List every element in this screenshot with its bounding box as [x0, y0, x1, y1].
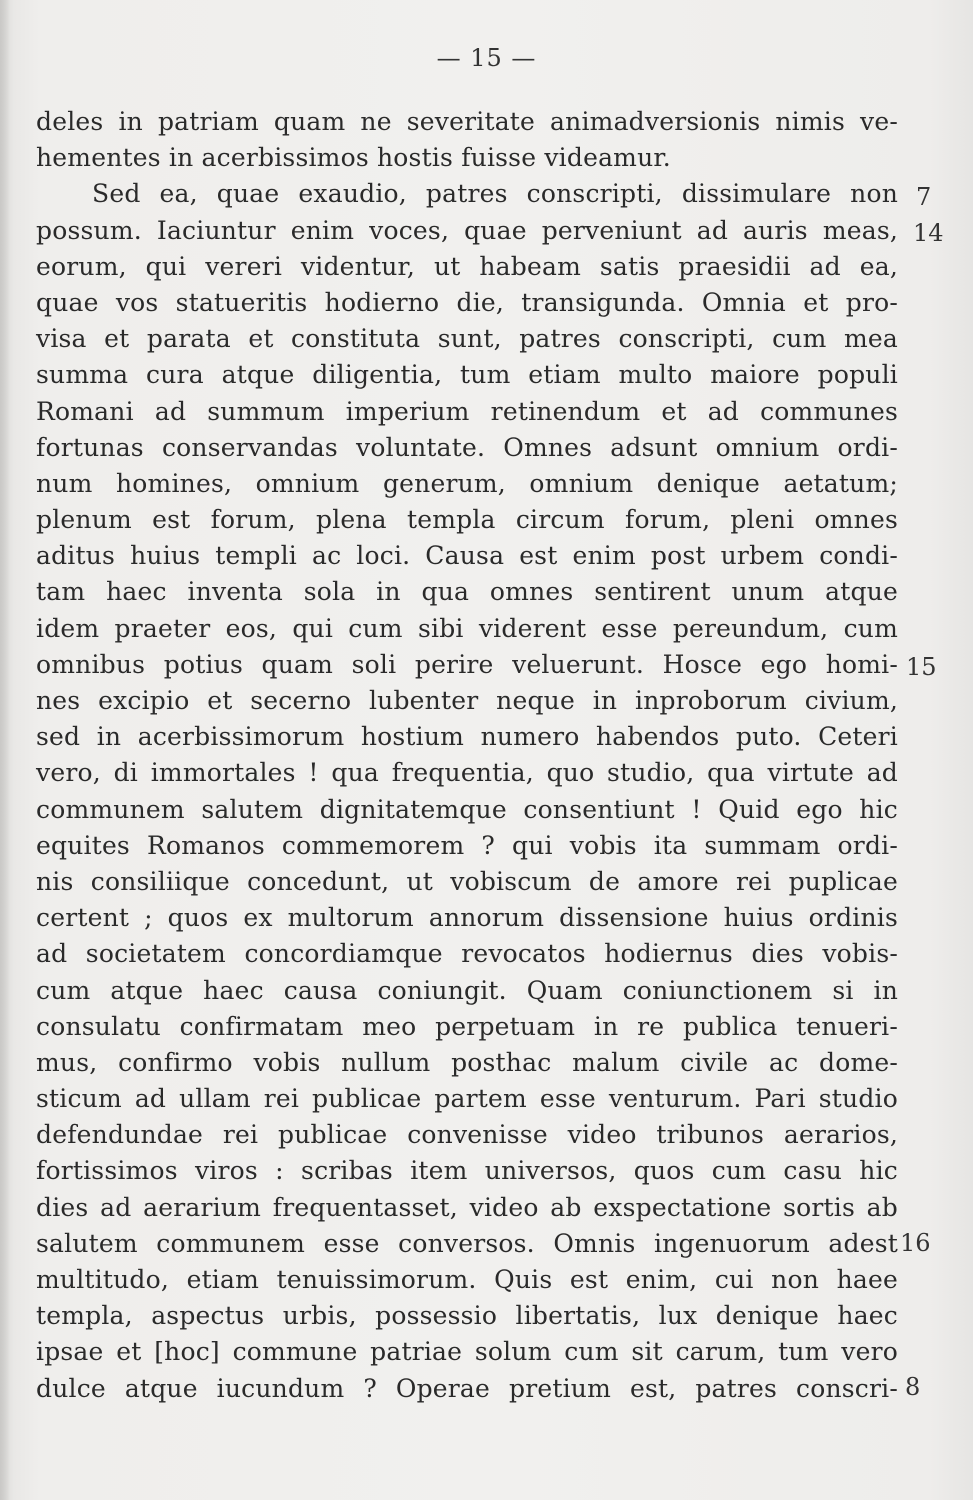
margin-section-number: 8	[905, 1373, 921, 1401]
page-header: — 15 —	[436, 44, 537, 72]
margin-section-number: 7	[916, 183, 932, 211]
text-line: certent ; quos ex multorum annorum dissensione huius ordinis	[36, 903, 898, 933]
text-line: multitudo, etiam tenuissimorum. Quis est enim, cui non haee	[36, 1265, 898, 1294]
text-line: ad societatem concordiamque revocatos hodiernus dies vobis-	[36, 939, 898, 969]
text-line: dulce atque iucundum ? Operae pretium est, patres conscri-	[36, 1373, 898, 1403]
text-line: tam haec inventa sola in qua omnes sentirent unum atque	[36, 577, 898, 607]
text-line: omnibus potius quam soli perire veluerunt. Hosce ego homi-	[36, 649, 898, 679]
text-line: fortunas conservandas voluntate. Omnes adsunt omnium ordi-	[36, 432, 898, 462]
page-gutter	[0, 0, 10, 1500]
text-line: summa cura atque diligentia, tum etiam multo maiore populi	[36, 360, 898, 390]
text-line: sticum ad ullam rei publicae partem esse venturum. Pari studio	[36, 1084, 898, 1114]
text-line: idem praeter eos, qui cum sibi viderent esse pereundum, cum	[36, 613, 898, 643]
text-line: Romani ad summum imperium retinendum et ad communes	[36, 396, 898, 426]
text-line: visa et parata et constituta sunt, patres conscripti, cum mea	[36, 324, 898, 354]
text-line: cum atque haec causa coniungit. Quam coniunctionem si in	[36, 975, 898, 1005]
text-line: communem salutem dignitatemque consentiunt ! Quid ego hic	[36, 794, 898, 824]
text-line: sed in acerbissimorum hostium numero habendos puto. Ceteri	[36, 722, 898, 752]
text-line: templa, aspectus urbis, possessio libertatis, lux denique haec	[36, 1301, 898, 1331]
text-line: nes excipio et secerno lubenter neque in inproborum civium,	[36, 686, 898, 715]
text-line: consulatu confirmatam meo perpetuam in re publica tenueri-	[36, 1011, 898, 1041]
text-line: mus, confirmo vobis nullum posthac malum civile ac dome-	[36, 1047, 898, 1077]
text-line: aditus huius templi ac loci. Causa est enim post urbem condi-	[36, 541, 898, 571]
text-line: num homines, omnium generum, omnium denique aetatum;	[36, 468, 898, 498]
text-line: defendundae rei publicae convenisse video tribunos aerarios,	[36, 1120, 898, 1150]
text-line: equites Romanos commemorem ? qui vobis ita summam ordi-	[36, 830, 898, 860]
text-line: hementes in acerbissimos hostis fuisse videamur.	[36, 143, 671, 173]
text-line: possum. Iaciuntur enim voces, quae perveniunt ad auris meas,	[36, 215, 898, 245]
text-line: dies ad aerarium frequentasset, video ab exspectatione sortis ab	[36, 1192, 898, 1222]
text-line: plenum est forum, plena templa circum forum, pleni omnes	[36, 505, 898, 535]
text-line: fortissimos viros : scribas item universos, quos cum casu hic	[36, 1156, 898, 1186]
text-line: nis consiliique concedunt, ut vobiscum de amore rei puplicae	[36, 866, 898, 896]
text-line: ipsae et [hoc] commune patriae solum cum sit carum, tum vero	[36, 1337, 898, 1367]
text-line: eorum, qui vereri videntur, ut habeam satis praesidii ad ea,	[36, 251, 898, 281]
margin-section-number: 16	[900, 1229, 931, 1257]
body-text	[36, 104, 898, 1407]
text-line: Sed ea, quae exaudio, patres conscripti, dissimulare non	[92, 179, 898, 209]
margin-section-number: 14	[913, 219, 944, 247]
text-line: quae vos statueritis hodierno die, transigunda. Omnia et pro-	[36, 287, 898, 317]
margin-section-number: 15	[906, 653, 937, 681]
text-line: vero, di immortales ! qua frequentia, quo studio, qua virtute ad	[36, 758, 898, 788]
text-line: salutem communem esse conversos. Omnis ingenuorum adest	[36, 1228, 898, 1258]
text-line: deles in patriam quam ne severitate animadversionis nimis ve-	[36, 107, 898, 136]
